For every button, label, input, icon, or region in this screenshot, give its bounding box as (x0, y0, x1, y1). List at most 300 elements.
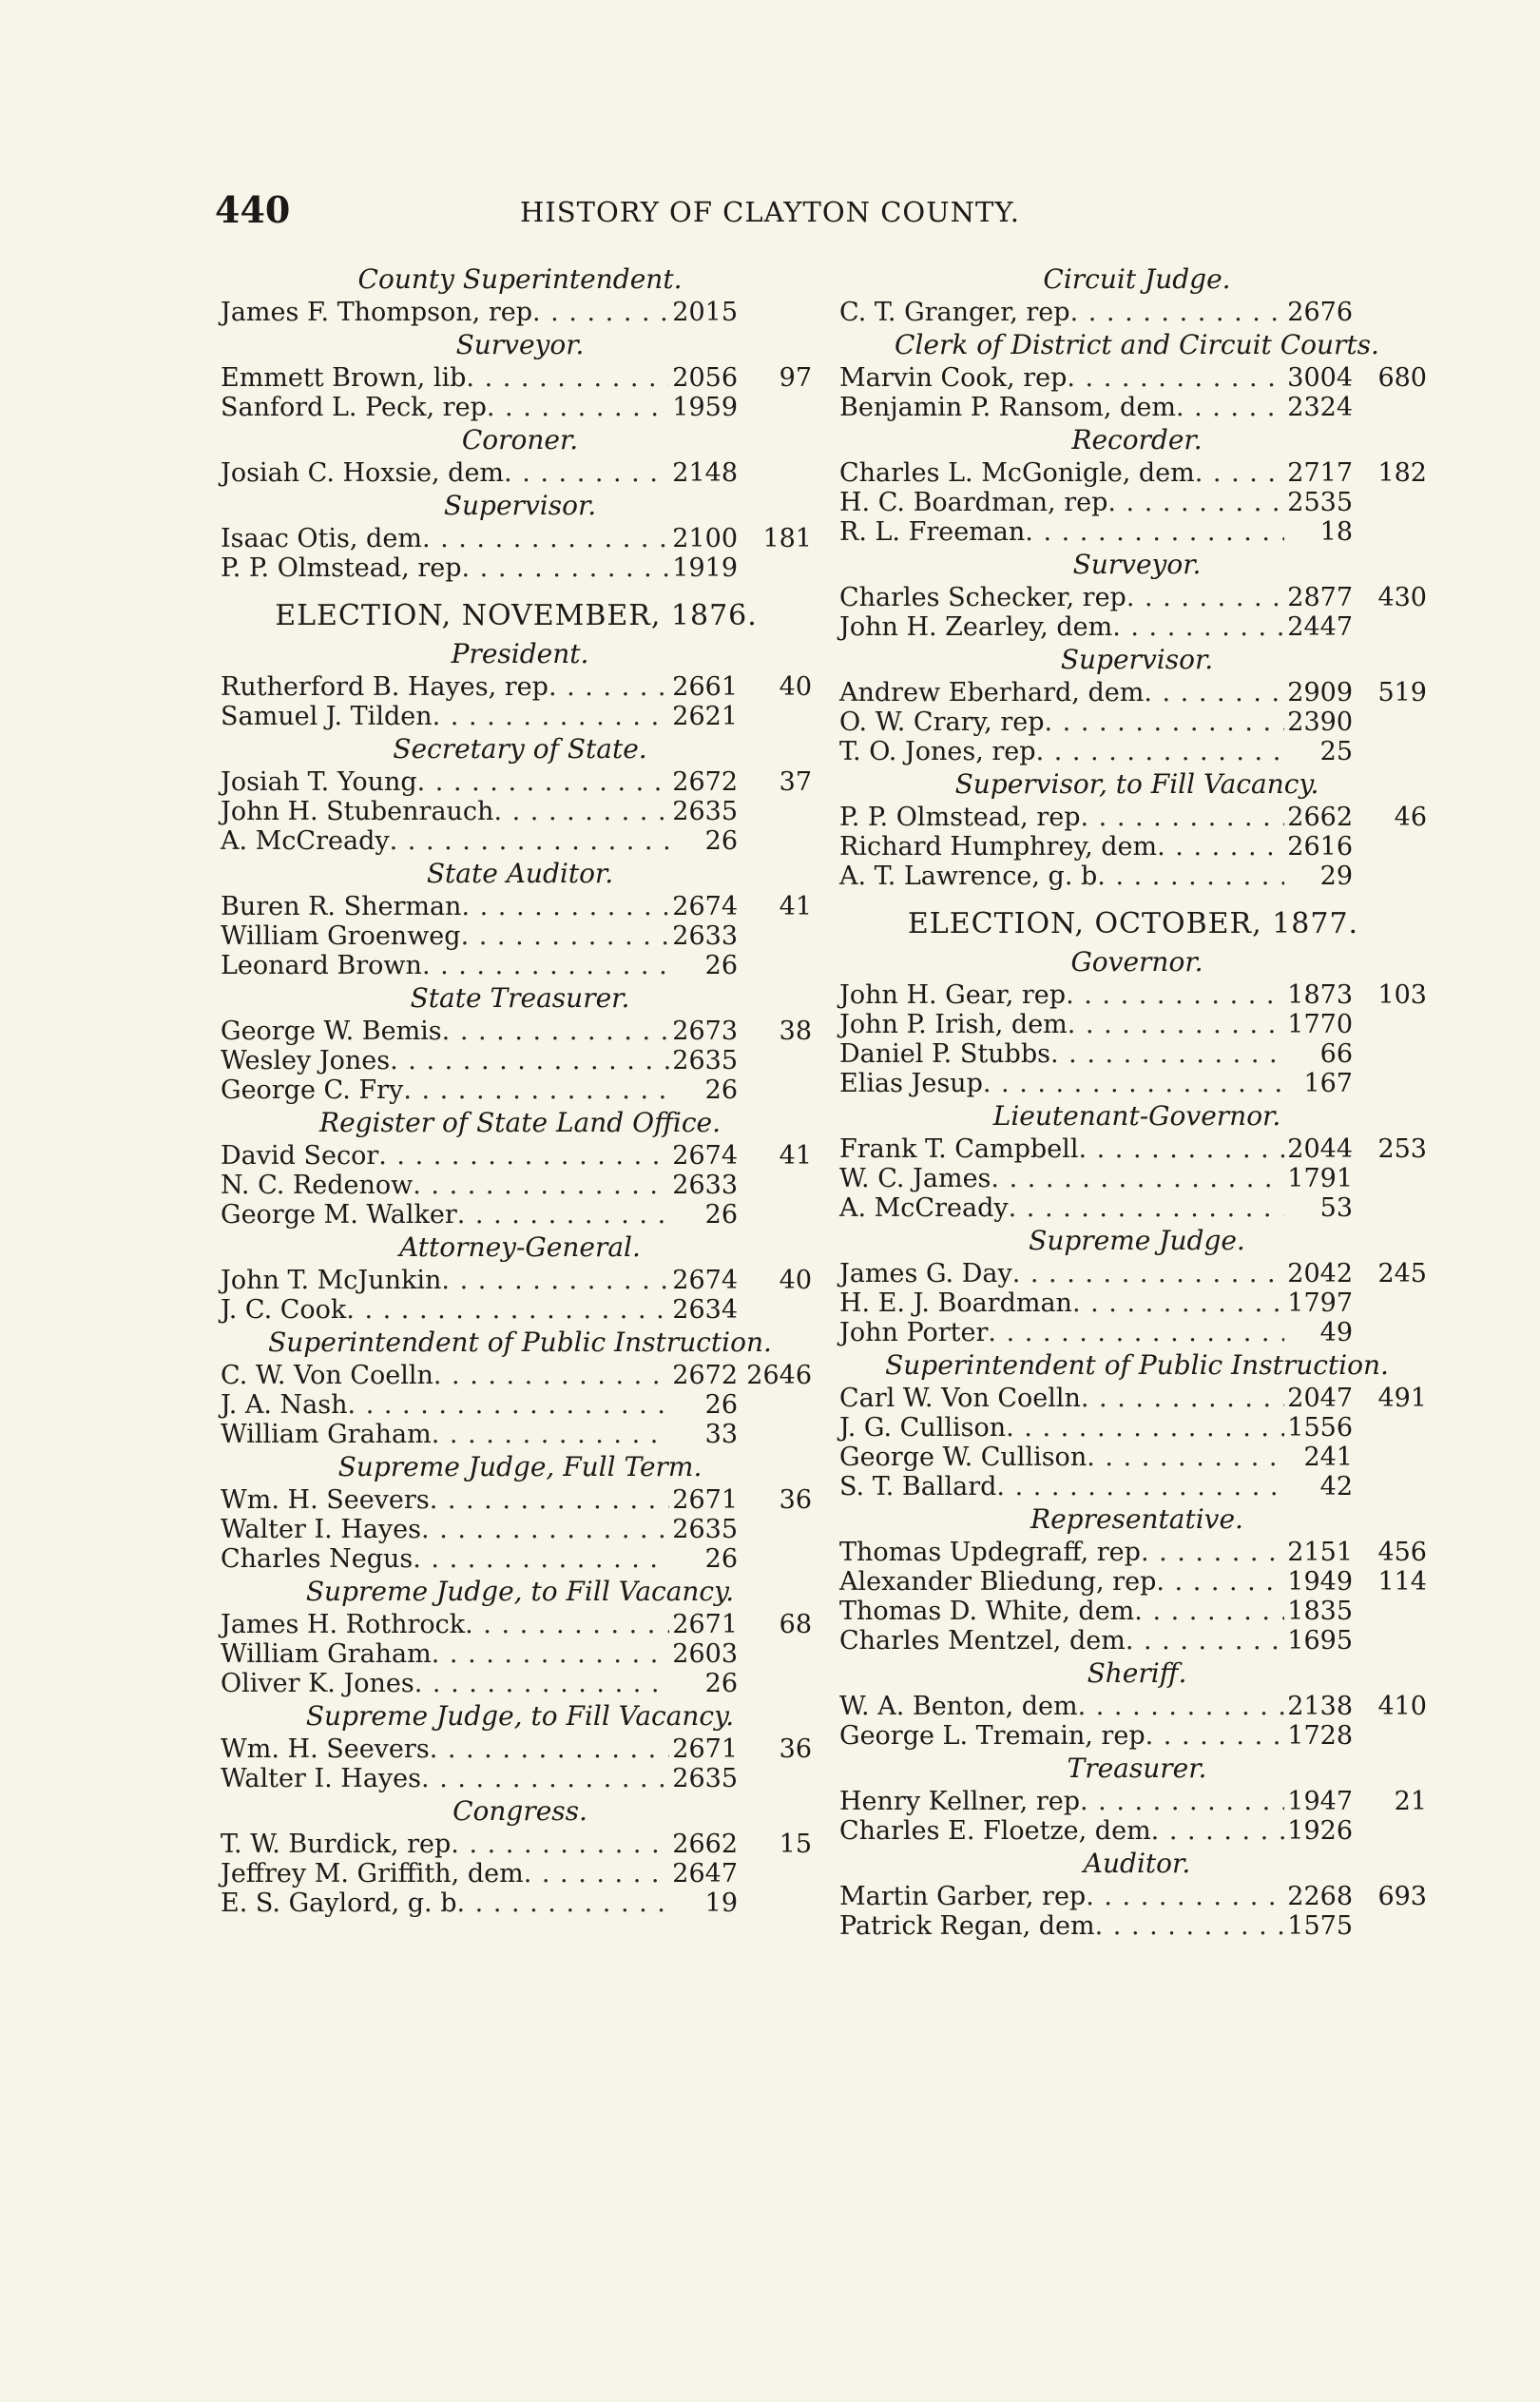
leader-dots (414, 1669, 669, 1698)
vote-count: 2676 (1287, 298, 1353, 327)
candidate-name: William Graham (221, 1639, 432, 1669)
leader-dots (1151, 1816, 1284, 1846)
candidate-name: George C. Fry (221, 1075, 404, 1105)
vote-count: 2616 (1287, 832, 1353, 862)
leader-dots (465, 1610, 669, 1639)
office-heading: Circuit Judge. (1043, 263, 1231, 295)
majority-value (1353, 832, 1427, 862)
candidate-name: George W. Bemis (221, 1017, 442, 1046)
candidate-name: Leonard Brown (221, 951, 422, 980)
vote-count: 167 (1303, 1069, 1353, 1098)
candidate-name: Marvin Cook, rep (839, 363, 1068, 393)
majority-value: 182 (1377, 458, 1427, 488)
vote-count: 2056 (672, 363, 738, 393)
majority-value (738, 921, 812, 951)
candidate-row (221, 892, 812, 921)
vote-count: 2647 (672, 1859, 738, 1889)
office-heading: Register of State Land Office. (318, 1107, 722, 1138)
candidate-row (221, 553, 812, 583)
candidate-name: William Groenweg (221, 921, 461, 951)
candidate-name: A. McCready (221, 826, 390, 856)
leader-dots (422, 951, 669, 980)
leader-dots (1144, 678, 1284, 707)
candidate-row (221, 826, 812, 856)
candidate-name: Walter I. Hayes (221, 1515, 422, 1544)
office-heading: State Auditor. (426, 858, 614, 889)
majority-value: 15 (779, 1830, 812, 1859)
office-heading: Representative. (1030, 1503, 1243, 1535)
candidate-name: P. P. Olmstead, rep (839, 803, 1081, 832)
candidate-name: Alexander Bliedung, rep (839, 1567, 1157, 1597)
candidate-row (839, 1193, 1427, 1223)
majority-value: 245 (1377, 1259, 1427, 1288)
office-heading: Secretary of State. (393, 733, 647, 765)
candidate-row (839, 1567, 1427, 1597)
leader-dots (1126, 1626, 1284, 1656)
majority-value (1353, 1443, 1427, 1472)
vote-count: 241 (1303, 1443, 1353, 1472)
candidate-row (839, 1288, 1427, 1318)
majority-value (1353, 1193, 1427, 1223)
candidate-name: Frank T. Campbell (839, 1134, 1079, 1164)
candidate-name: Charles Negus (221, 1544, 414, 1574)
leader-dots (1141, 1538, 1284, 1567)
candidate-row (221, 1200, 812, 1230)
candidate-row (221, 1046, 812, 1075)
majority-value (738, 458, 812, 488)
leader-dots (1050, 1039, 1284, 1069)
candidate-name: N. C. Redenow (221, 1171, 414, 1200)
majority-value: 21 (1394, 1787, 1427, 1816)
candidate-name: John Porter (839, 1318, 989, 1347)
office-heading: Supervisor. (443, 490, 597, 521)
majority-value: 680 (1377, 363, 1427, 393)
candidate-name: Charles Schecker, rep (839, 583, 1126, 612)
leader-dots (487, 393, 669, 422)
majority-value: 430 (1377, 583, 1427, 612)
vote-count: 2635 (672, 1046, 738, 1075)
candidate-name: A. T. Lawrence, g. b (839, 862, 1098, 891)
majority-value: 68 (779, 1610, 812, 1639)
majority-value: 253 (1377, 1134, 1427, 1164)
majority-value: 103 (1377, 980, 1427, 1010)
majority-value (1353, 1164, 1427, 1193)
leader-dots (432, 1420, 669, 1449)
leader-dots (1145, 1721, 1284, 1751)
candidate-name: James G. Day (839, 1259, 1012, 1288)
majority-value: 181 (762, 524, 812, 553)
leader-dots (988, 1318, 1284, 1347)
vote-count: 2671 (672, 1734, 738, 1764)
candidate-row (839, 298, 1427, 327)
majority-value (1353, 1626, 1427, 1656)
candidate-name: George W. Cullison (839, 1443, 1088, 1472)
majority-value (738, 951, 812, 980)
leader-dots (524, 1859, 669, 1889)
leader-dots (451, 1830, 669, 1859)
vote-count: 3004 (1287, 363, 1353, 393)
office-heading: Supreme Judge, Full Term. (337, 1451, 703, 1482)
leader-dots (390, 1046, 669, 1075)
leader-dots (1081, 1384, 1284, 1413)
vote-count: 1949 (1287, 1567, 1353, 1597)
leader-dots (1066, 980, 1284, 1010)
candidate-name: Wm. H. Seevers (221, 1734, 430, 1764)
leader-dots (433, 702, 669, 731)
candidate-name: Andrew Eberhard, dem (839, 678, 1145, 707)
candidate-name: William Graham (221, 1420, 432, 1449)
candidate-row (221, 1734, 812, 1764)
candidate-row (221, 1515, 812, 1544)
candidate-name: John H. Zearley, dem (839, 612, 1113, 642)
majority-value (1353, 1039, 1427, 1069)
office-heading: Congress. (452, 1795, 587, 1827)
vote-count: 18 (1319, 517, 1353, 547)
majority-value (1353, 1413, 1427, 1443)
vote-count: 49 (1319, 1318, 1353, 1347)
majority-value: 519 (1377, 678, 1427, 707)
candidate-name: R. L. Freeman (839, 517, 1026, 547)
leader-dots (1078, 1692, 1284, 1721)
leader-dots (413, 1171, 669, 1200)
vote-count: 1575 (1287, 1911, 1353, 1941)
candidate-row (221, 921, 812, 951)
candidate-row (221, 393, 812, 422)
vote-count: 26 (704, 1075, 738, 1105)
candidate-row (221, 1295, 812, 1325)
vote-count: 2662 (672, 1830, 738, 1859)
leader-dots (417, 767, 669, 797)
leader-dots (430, 1734, 669, 1764)
candidate-row (221, 702, 812, 731)
majority-value (738, 1390, 812, 1420)
vote-count: 29 (1319, 862, 1353, 891)
vote-count: 1797 (1287, 1288, 1353, 1318)
leader-dots (1012, 1259, 1284, 1288)
candidate-name: John H. Stubenrauch (221, 797, 494, 826)
majority-value: 410 (1377, 1692, 1427, 1721)
leader-dots (1087, 1443, 1284, 1472)
majority-value (1353, 1069, 1427, 1098)
vote-count: 2268 (1287, 1882, 1353, 1911)
majority-value (738, 1171, 812, 1200)
vote-count: 1556 (1287, 1413, 1353, 1443)
leader-dots (1156, 1567, 1284, 1597)
election-heading: ELECTION, NOVEMBER, 1876. (275, 599, 758, 632)
leader-dots (461, 892, 669, 921)
page-header (215, 188, 1325, 236)
vote-count: 2635 (672, 1515, 738, 1544)
majority-value (738, 797, 812, 826)
candidate-name: James H. Rothrock (221, 1610, 466, 1639)
candidate-row (221, 1544, 812, 1574)
candidate-name: J. C. Cook (221, 1295, 347, 1325)
vote-count: 2621 (672, 702, 738, 731)
candidate-name: Charles Mentzel, dem (839, 1626, 1126, 1656)
majority-value (738, 1200, 812, 1230)
majority-value: 36 (779, 1485, 812, 1515)
vote-count: 53 (1319, 1193, 1353, 1223)
candidate-row (221, 1669, 812, 1698)
leader-dots (462, 553, 670, 583)
candidate-row (839, 1318, 1427, 1347)
majority-value: 38 (779, 1017, 812, 1046)
vote-count: 1919 (672, 553, 738, 583)
candidate-row (839, 1816, 1427, 1846)
candidate-row (221, 1639, 812, 1669)
candidate-name: P. P. Olmstead, rep (221, 553, 462, 583)
candidate-name: Oliver K. Jones (221, 1669, 414, 1698)
candidate-row (839, 363, 1427, 393)
candidate-row (221, 1141, 812, 1171)
majority-value (738, 1764, 812, 1793)
office-heading: Auditor. (1083, 1848, 1191, 1879)
office-heading: Clerk of District and Circuit Courts. (895, 329, 1379, 360)
majority-value (1353, 1472, 1427, 1501)
vote-count: 1770 (1287, 1010, 1353, 1039)
running-title: HISTORY OF CLAYTON COUNTY. (520, 196, 1020, 228)
leader-dots (991, 1164, 1284, 1193)
right-column (839, 262, 1427, 1941)
candidate-name: W. A. Benton, dem (839, 1692, 1078, 1721)
candidate-name: C. W. Von Coelln (221, 1361, 433, 1390)
majority-value (738, 826, 812, 856)
majority-value: 693 (1377, 1882, 1427, 1911)
candidate-name: Wm. H. Seevers (221, 1485, 430, 1515)
office-heading: Recorder. (1071, 424, 1203, 455)
majority-value (1353, 393, 1427, 422)
majority-value (1353, 517, 1427, 547)
vote-count: 33 (704, 1420, 738, 1449)
candidate-name: Henry Kellner, rep (839, 1787, 1080, 1816)
vote-count: 2138 (1287, 1692, 1353, 1721)
office-heading: Surveyor. (1072, 549, 1202, 580)
candidate-row (839, 1787, 1427, 1816)
majority-value: 46 (1394, 803, 1427, 832)
majority-value (738, 1544, 812, 1574)
leader-dots (532, 298, 669, 327)
vote-count: 2674 (672, 1141, 738, 1171)
candidate-row (839, 583, 1427, 612)
vote-count: 1959 (672, 393, 738, 422)
majority-value (1353, 707, 1427, 737)
majority-value: 40 (779, 672, 812, 702)
majority-value (738, 553, 812, 583)
candidate-name: John P. Irish, dem (839, 1010, 1068, 1039)
leader-dots (1080, 1787, 1284, 1816)
vote-count: 1791 (1287, 1164, 1353, 1193)
candidate-row (839, 980, 1427, 1010)
majority-value: 40 (779, 1266, 812, 1295)
candidate-row (221, 1889, 812, 1918)
vote-count: 19 (704, 1889, 738, 1918)
majority-value (738, 393, 812, 422)
candidate-row (839, 1626, 1427, 1656)
leader-dots (430, 1485, 669, 1515)
leader-dots (390, 826, 669, 856)
candidate-row (839, 1413, 1427, 1443)
candidate-row (221, 1361, 812, 1390)
candidate-name: Jeffrey M. Griffith, dem (221, 1859, 524, 1889)
leader-dots (1157, 832, 1284, 862)
candidate-row (839, 1384, 1427, 1413)
leader-dots (1070, 298, 1284, 327)
majority-value (738, 1639, 812, 1669)
majority-value (1353, 1721, 1427, 1751)
candidate-row (839, 1259, 1427, 1288)
candidate-row (839, 1597, 1427, 1626)
office-heading: State Treasurer. (410, 982, 630, 1014)
leader-dots (433, 1361, 669, 1390)
office-heading: Governor. (1070, 946, 1203, 978)
candidate-name: W. C. James (839, 1164, 991, 1193)
candidate-name: Samuel J. Tilden (221, 702, 433, 731)
candidate-name: George M. Walker (221, 1200, 457, 1230)
candidate-row (221, 1610, 812, 1639)
leader-dots (421, 1764, 669, 1793)
candidate-name: Josiah T. Young (221, 767, 417, 797)
candidate-row (839, 1010, 1427, 1039)
candidate-row (839, 832, 1427, 862)
office-heading: Supreme Judge, to Fill Vacancy. (305, 1576, 735, 1607)
candidate-row (221, 1266, 812, 1295)
candidate-name: Sanford L. Peck, rep (221, 393, 487, 422)
majority-value (738, 1075, 812, 1105)
vote-count: 2717 (1287, 458, 1353, 488)
vote-count: 2535 (1287, 488, 1353, 517)
leader-dots (1006, 1413, 1284, 1443)
candidate-row (839, 1911, 1427, 1941)
vote-count: 2672 (672, 767, 738, 797)
leader-dots (1067, 363, 1284, 393)
office-heading: Superintendent of Public Instruction. (885, 1349, 1389, 1381)
leader-dots (1112, 612, 1284, 642)
leader-dots (403, 1075, 669, 1105)
leader-dots (1134, 1597, 1284, 1626)
majority-value (738, 1889, 812, 1918)
candidate-name: J. A. Nash (221, 1390, 348, 1420)
majority-value (738, 1859, 812, 1889)
majority-value (1353, 1816, 1427, 1846)
vote-count: 2100 (672, 524, 738, 553)
majority-value (738, 1420, 812, 1449)
vote-count: 2671 (672, 1610, 738, 1639)
vote-count: 2877 (1287, 583, 1353, 612)
majority-value: 114 (1377, 1567, 1427, 1597)
leader-dots (1097, 862, 1284, 891)
candidate-name: Thomas Updegraff, rep (839, 1538, 1141, 1567)
candidate-row (839, 1134, 1427, 1164)
vote-count: 2662 (1287, 803, 1353, 832)
vote-count: 2015 (672, 298, 738, 327)
candidate-row (839, 1039, 1427, 1069)
leader-dots (1107, 488, 1284, 517)
vote-count: 2909 (1287, 678, 1353, 707)
vote-count: 2635 (672, 1764, 738, 1793)
candidate-row (839, 803, 1427, 832)
candidate-name: David Secor (221, 1141, 379, 1171)
candidate-name: C. T. Granger, rep (839, 298, 1070, 327)
majority-value: 36 (779, 1734, 812, 1764)
candidate-row (221, 672, 812, 702)
leader-dots (441, 1266, 669, 1295)
office-heading: Supreme Judge. (1029, 1225, 1245, 1256)
majority-value (1353, 737, 1427, 766)
candidate-name: John T. McJunkin (221, 1266, 442, 1295)
candidate-name: T. W. Burdick, rep (221, 1830, 452, 1859)
candidate-name: George L. Tremain, rep (839, 1721, 1145, 1751)
candidate-name: Josiah C. Hoxsie, dem (221, 458, 505, 488)
candidate-name: Buren R. Sherman (221, 892, 462, 921)
vote-count: 25 (1319, 737, 1353, 766)
vote-count: 2633 (672, 1171, 738, 1200)
candidate-name: T. O. Jones, rep (839, 737, 1036, 766)
candidate-row (221, 951, 812, 980)
leader-dots (1045, 707, 1285, 737)
vote-count: 26 (704, 826, 738, 856)
candidate-row (221, 298, 812, 327)
leader-dots (1176, 393, 1284, 422)
leader-dots (504, 458, 669, 488)
candidate-row (839, 1472, 1427, 1501)
office-heading: Supervisor, to Fill Vacancy. (954, 768, 1319, 800)
majority-value (1353, 1010, 1427, 1039)
candidate-name: A. McCready (839, 1193, 1009, 1223)
candidate-name: James F. Thompson, rep (221, 298, 533, 327)
candidate-row (221, 1420, 812, 1449)
leader-dots (456, 1889, 669, 1918)
candidate-name: Patrick Regan, dem (839, 1911, 1095, 1941)
leader-dots (413, 1544, 669, 1574)
candidate-name: H. E. J. Boardman (839, 1288, 1072, 1318)
candidate-row (839, 517, 1427, 547)
candidate-name: Isaac Otis, dem (221, 524, 422, 553)
candidate-name: Rutherford B. Hayes, rep (221, 672, 549, 702)
vote-count: 2042 (1287, 1259, 1353, 1288)
candidate-name: Emmett Brown, lib (221, 363, 467, 393)
leader-dots (421, 1515, 669, 1544)
vote-count: 26 (704, 1544, 738, 1574)
candidate-row (839, 458, 1427, 488)
majority-value (738, 1046, 812, 1075)
office-heading: Coroner. (461, 424, 579, 455)
majority-value: 41 (779, 892, 812, 921)
office-heading: President. (451, 638, 589, 669)
office-heading: County Superintendent. (357, 263, 683, 295)
candidate-row (221, 797, 812, 826)
candidate-row (221, 1017, 812, 1046)
vote-count: 42 (1319, 1472, 1353, 1501)
vote-count: 66 (1319, 1039, 1353, 1069)
candidate-row (839, 1538, 1427, 1567)
vote-count: 2633 (672, 921, 738, 951)
candidate-name: Daniel P. Stubbs (839, 1039, 1050, 1069)
vote-count: 2148 (672, 458, 738, 488)
candidate-row (839, 1692, 1427, 1721)
candidate-row (839, 862, 1427, 891)
candidate-row (839, 1164, 1427, 1193)
majority-value (1353, 1318, 1427, 1347)
vote-count: 26 (704, 1200, 738, 1230)
vote-count: 26 (704, 951, 738, 980)
candidate-row (221, 1485, 812, 1515)
candidate-name: J. G. Cullison (839, 1413, 1007, 1443)
leader-dots (1072, 1288, 1284, 1318)
candidate-row (839, 393, 1427, 422)
majority-value (1353, 862, 1427, 891)
candidate-row (221, 1764, 812, 1793)
vote-count: 2603 (672, 1639, 738, 1669)
